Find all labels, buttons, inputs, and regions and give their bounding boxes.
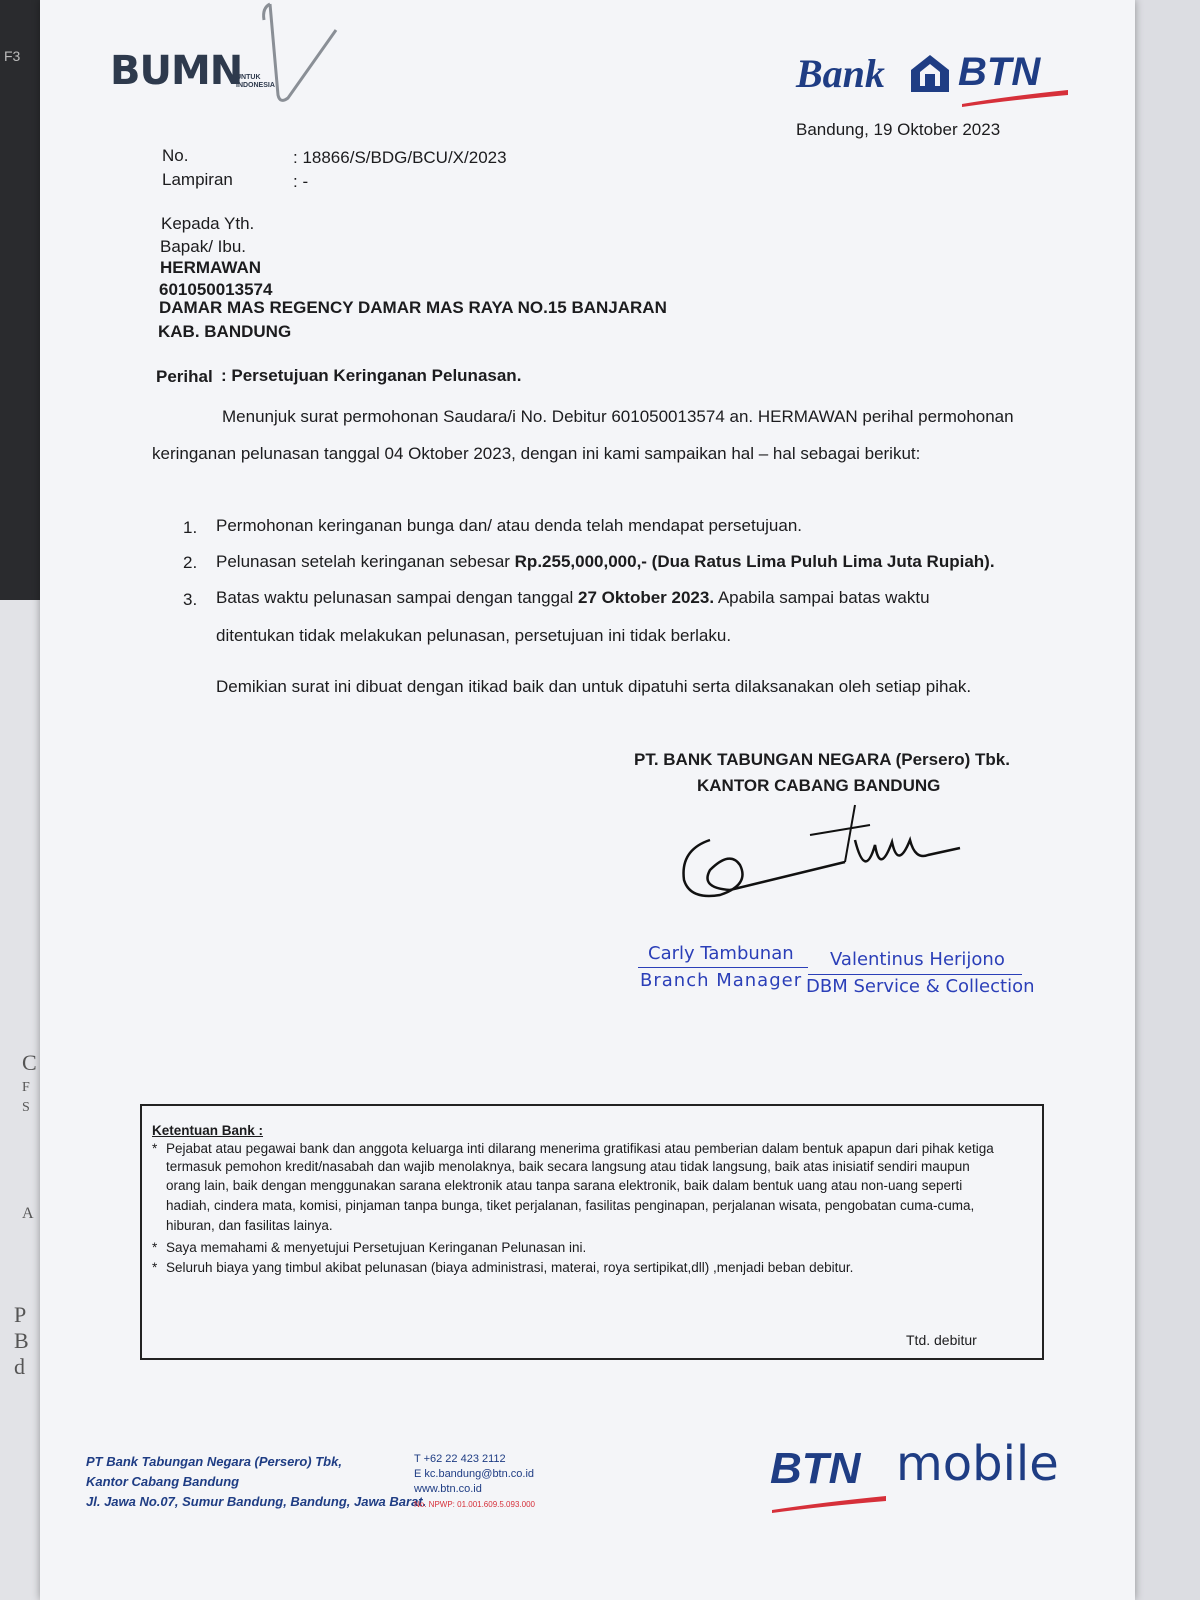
btn-word: BTN [958, 50, 1041, 94]
list-number: 1. [183, 518, 198, 537]
terms-line: hiburan, dan fasilitas lainya. [166, 1218, 333, 1233]
terms-bullet: * [152, 1141, 158, 1156]
footer-office: Kantor Cabang Bandung [86, 1474, 240, 1489]
letter-date: Bandung, 19 Oktober 2023 [796, 120, 1001, 139]
signatory-company: PT. BANK TABUNGAN NEGARA (Persero) Tbk. [634, 750, 1010, 769]
footer-address [86, 1452, 426, 1512]
bank-word: Bank [796, 51, 885, 96]
bumn-logo-subtitle [236, 74, 275, 90]
settlement-amount: Rp.255,000,000,- (Dua Ratus Lima Puluh Lima Juta Rupiah). [514, 552, 995, 571]
recipient-line: Bapak/ Ibu. [160, 237, 247, 256]
keyboard-key-label: F3 [4, 48, 21, 64]
bumn-logo [110, 48, 242, 94]
recipient-name: HERMAWAN [160, 258, 262, 277]
bumn-sub-line: UNTUK [236, 74, 261, 81]
recipient-address: DAMAR MAS REGENCY DAMAR MAS RAYA NO.15 BANJARAN [159, 298, 667, 317]
signer-name: Valentinus Herijono [830, 949, 1005, 970]
edge-letter: P [14, 1302, 27, 1327]
list-item [216, 552, 995, 572]
list-item: Permohonan keringanan bunga dan/ atau denda telah mendapat persetujuan. [216, 516, 803, 535]
list-item-text: Apabila sampai batas waktu [714, 588, 930, 607]
recipient-account: 601050013574 [159, 280, 273, 299]
footer-npwp: No. NPWP: 01.001.609.5.093.000 [414, 1500, 535, 1509]
intro-line: keringanan pelunasan tanggal 04 Oktober 2023, dengan ini kami sampaikan hal – hal sebagai berikut: [152, 444, 921, 463]
terms-line: Seluruh biaya yang timbul akibat pelunasan (biaya administrasi, materai, roya sertipikat,dll) ,menjadi beban debitur. [166, 1260, 854, 1275]
intro-line: Menunjuk surat permohonan Saudara/i No. Debitur 601050013574 an. HERMAWAN perihal permohonan [222, 407, 1014, 426]
terms-line: termasuk pemohon kredit/nasabah dan wajib menolaknya, baik secara langsung atau tidak langsung, baik atas inisiatif sendiri maupun [166, 1159, 970, 1174]
edge-letter: S [22, 1100, 30, 1115]
recipient-address: KAB. BANDUNG [158, 322, 292, 341]
bumn-logo-text: BUMN [110, 48, 243, 94]
signer-divider [638, 967, 808, 968]
bumn-sub-line: INDONESIA [236, 82, 275, 89]
number-label: No. [162, 146, 189, 165]
debtor-signature-label: Ttd. debitur [906, 1332, 977, 1348]
terms-line: orang lain, baik dengan menggunakan sarana elektronik atau tanpa sarana elektronik, baik dalam bentuk uang atau non-uang seperti [166, 1178, 963, 1193]
signer-title: DBM Service & Collection [806, 976, 1035, 997]
list-number: 3. [183, 590, 198, 609]
list-item-text: Pelunasan setelah keringanan sebesar [216, 552, 515, 571]
btn-mobile-word-wrap [896, 1436, 1059, 1492]
house-icon [908, 52, 952, 96]
number-value: : 18866/S/BDG/BCU/X/2023 [293, 148, 507, 167]
footer-web: www.btn.co.id [414, 1483, 482, 1495]
signatory-branch: KANTOR CABANG BANDUNG [697, 776, 941, 795]
list-item-text: Batas waktu pelunasan sampai dengan tanggal [216, 588, 578, 607]
signer-title: Branch Manager [640, 970, 803, 991]
footer-phone: T +62 22 423 2112 [414, 1453, 506, 1465]
closing-paragraph: Demikian surat ini dibuat dengan itikad baik dan untuk dipatuhi serta dilaksanakan oleh setiap pihak. [216, 677, 972, 696]
terms-title: Ketentuan Bank : [152, 1123, 264, 1138]
terms-bullet: * [152, 1240, 158, 1255]
footer-email: E kc.bandung@btn.co.id [414, 1468, 535, 1480]
footer-company: PT Bank Tabungan Negara (Persero) Tbk, [86, 1454, 342, 1469]
mobile-logo-swoosh [770, 1494, 890, 1514]
bank-terms-box [140, 1104, 1044, 1360]
list-item [216, 588, 930, 608]
footer-contact [414, 1452, 535, 1512]
terms-line: hadiah, cindera mata, komisi, pinjaman tanpa bunga, tiket perjalanan, fasilitas penginapan, perjalanan wisata, pengobatan cuma-cuma, [166, 1198, 975, 1213]
subject-value: : Persetujuan Keringanan Pelunasan. [221, 366, 522, 385]
signer-name: Carly Tambunan [648, 943, 794, 964]
edge-letter: d [14, 1354, 25, 1379]
subject-label: Perihal [156, 367, 213, 386]
footer-street: Jl. Jawa No.07, Sumur Bandung, Bandung, Jawa Barat. [86, 1494, 427, 1509]
btn-mobile-btn: BTN [770, 1444, 861, 1493]
edge-letter: C [22, 1050, 37, 1075]
btn-mobile-logo [770, 1444, 860, 1494]
letter-page [40, 0, 1135, 1600]
paperclip-icon [258, 0, 348, 110]
edge-letter: B [14, 1328, 29, 1353]
signer-divider [808, 974, 1022, 975]
terms-line: Saya memahami & menyetujui Persetujuan Keringanan Pelunasan ini. [166, 1240, 587, 1255]
list-number: 2. [183, 553, 198, 572]
terms-line: Pejabat atau pegawai bank dan anggota keluarga inti dilarang menerima gratifikasi atau pemberian dalam bentuk apapun dari pihak ketiga [166, 1141, 994, 1156]
bank-btn-logo [796, 50, 885, 97]
edge-letter: A [22, 1205, 34, 1222]
deadline-date: 27 Oktober 2023. [577, 588, 715, 607]
terms-bullet: * [152, 1260, 158, 1275]
brand-swoosh [960, 88, 1070, 108]
recipient-line: Kepada Yth. [161, 214, 255, 233]
handwritten-signature [670, 800, 970, 920]
attachment-value: : - [293, 172, 309, 191]
edge-letter: F [22, 1080, 30, 1095]
attachment-label: Lampiran [162, 170, 233, 189]
list-item-continuation: ditentukan tidak melakukan pelunasan, persetujuan ini tidak berlaku. [216, 626, 732, 645]
btn-mobile-word: mobile [896, 1436, 1059, 1492]
